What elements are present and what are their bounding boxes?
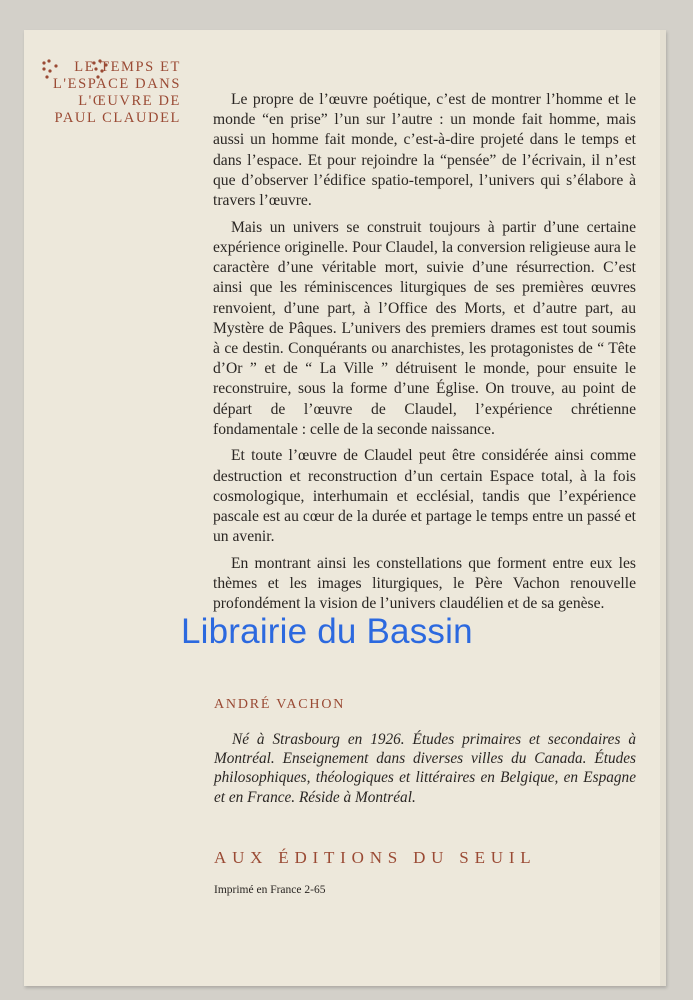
blurb-paragraph: En montrant ainsi les constellations que forment entre eux les thèmes et les images liturgiques, le Père Vachon renouvelle profondément la vision de l’univers claudélien et de sa genèse.	[213, 554, 636, 613]
publisher-name: AUX ÉDITIONS DU SEUIL	[214, 848, 537, 867]
cover-edge	[660, 30, 666, 986]
author-name: ANDRÉ VACHON	[214, 697, 346, 712]
title-line: L'ESPACE DANS	[52, 76, 181, 92]
title-line: L'ŒUVRE DE	[78, 93, 181, 109]
title-line: LE TEMPS ET	[74, 59, 181, 75]
seller-watermark: Librairie du Bassin	[181, 612, 473, 651]
print-line: Imprimé en France 2-65	[214, 884, 326, 896]
author-bio: Né à Strasbourg en 1926. Études primaires et secondaires à Montréal. Enseignement dans diverses villes du Canada. Études philosophiques, théologiques et littéraires en Belgique, en Espagne et en France. Réside à Montréal.	[214, 731, 636, 806]
book-title	[27, 59, 181, 127]
title-line: PAUL CLAUDEL	[54, 110, 181, 126]
blurb-paragraph: Et toute l’œuvre de Claudel peut être considérée ainsi comme destruction et reconstruction d’un certain Espace total, à la fois cosmologique, interhumain et ecclésial, tandis que l’expérience pascale est au cœur de la durée et partage le temps entre un passé et un avenir.	[213, 447, 636, 546]
blurb-paragraph: Mais un univers se construit toujours à partir d’une certaine expérience originelle. Pour Claudel, la conversion religieuse aura le caractère d’une véritable mort, suivie d’une résurrection. C’est ainsi que les réminiscences liturgiques de ses premières œuvres renvoient, d’une part, à l’Office des Morts, et d’autre part, au Mystère de Pâques. L’univers des premiers drames est tout soumis à ce destin. Conquérants ou anarchistes, les protagonistes de “ Tête d’Or ” et de “ La Ville ” détruisent le monde, pour ensuite le reconstruire, sous la forme d’une Église. On trouve, au point de départ de l’œuvre de Claudel, l’expérience chrétienne fondamentale : celle de la seconde naissance.	[213, 218, 636, 438]
blurb-paragraph: Le propre de l’œuvre poétique, c’est de montrer l’homme et le monde “en prise” l’un sur l’autre : un monde fait homme, mais aussi un homme fait monde, c’est-à-dire projeté dans le temps et dans l’espace. Et pour rejoindre la “pensée” de l’écrivain, il n’est que d’observer l’édifice spatio-temporel, l’univers qui s’élabore à travers l’œuvre.	[213, 91, 636, 210]
blurb-text	[213, 90, 636, 621]
